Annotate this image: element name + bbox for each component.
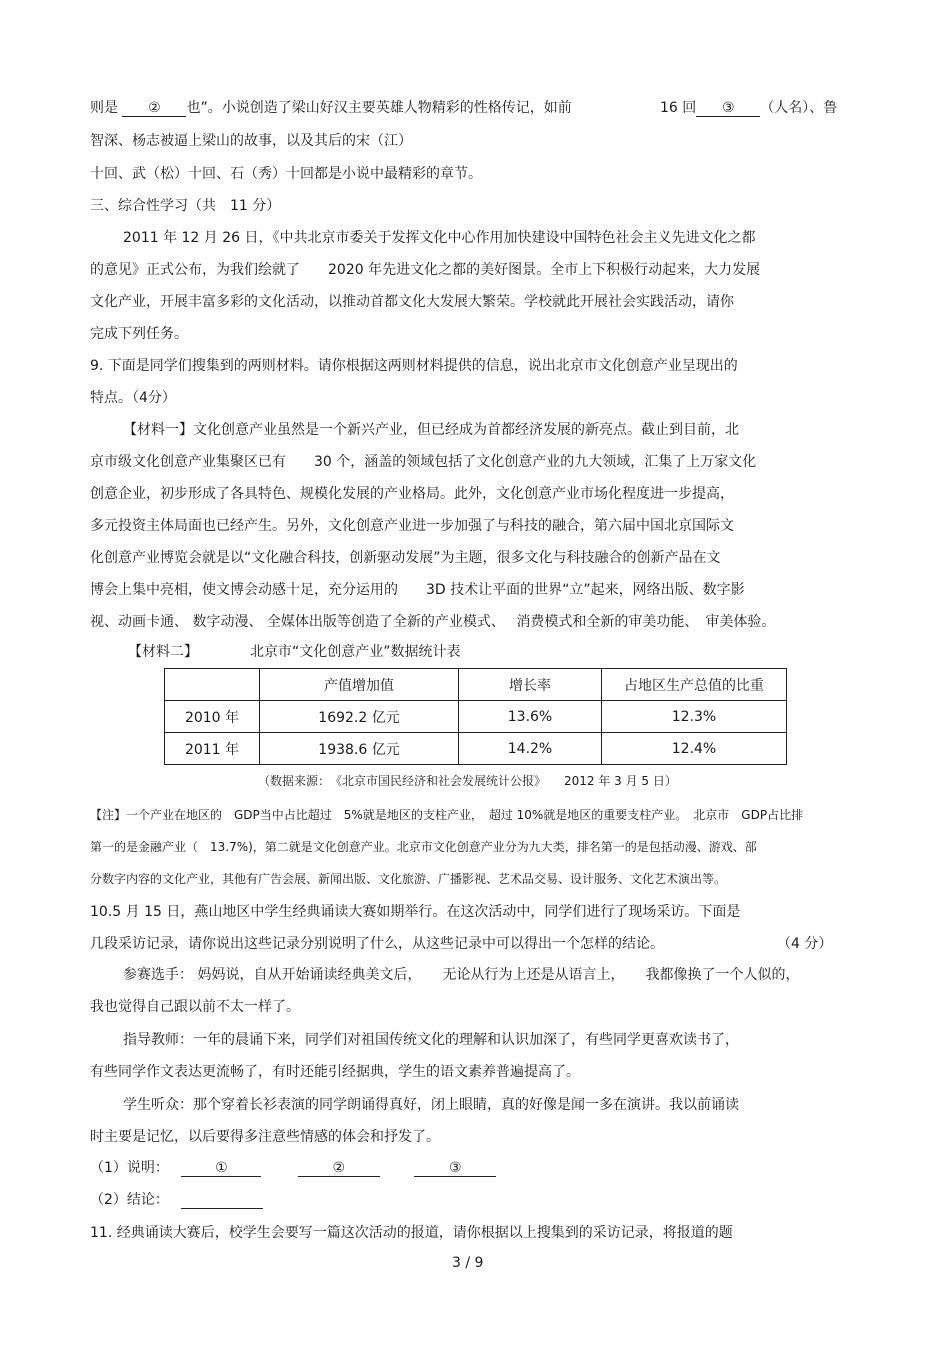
text-line-1: [90, 99, 572, 117]
intro-paragraph-line: 完成下列任务。: [90, 326, 188, 342]
intro-paragraph-line: 的意见》正式公布，为我们绘就了 2020 年先进文化之都的美好图景。全市上下积极行动起来，大力发展: [90, 262, 761, 278]
answer-blank-2: ②: [298, 1160, 380, 1177]
statistics-table: [164, 668, 787, 765]
material-1-line: 多元投资主体局面也已经产生。另外，文化创意产业进一步加强了与科技的融合，第六届中国北京国际文: [90, 518, 734, 534]
text-line-1-right: [660, 99, 837, 117]
table-header-cell: 增长率: [459, 669, 602, 701]
table-header-row: [165, 669, 787, 701]
interview-record: 参赛选手： 妈妈说，自从开始诵读经典美文后， 无论从行为上还是从语言上， 我都像换了一个人似的，: [123, 967, 800, 983]
text-fragment: （人名）、鲁: [760, 100, 838, 116]
table-row: [165, 733, 787, 765]
material-1-line: 化创意产业博览会就是以“文化融合科技，创新驱动发展”为主题，很多文化与科技融合的创新产品在文: [90, 550, 721, 566]
note-line: 分数字内容的文化产业，其他有广告会展、新闻出版、文化旅游、广播影视、艺术品交易、设计服务、文化艺术演出等。: [90, 872, 727, 886]
table-row: [165, 701, 787, 733]
text-line-2: 智深、杨志被逼上梁山的故事，以及其后的宋（江）: [90, 133, 412, 149]
material-2-label: 【材料二】: [128, 644, 198, 660]
answer-blank-3: ③: [414, 1160, 496, 1177]
data-source: （数据来源： 《北京市国民经济和社会发展统计公报》 2012 年 3 月 5 日）: [258, 774, 677, 788]
interview-record: 时主要是记忆，以后要得多注意些情感的体会和抒发了。: [90, 1129, 440, 1145]
question-11: 11. 经典诵读大赛后，校学生会要写一篇这次活动的报道，请你根据以上搜集到的采访记录，将报道的题: [90, 1225, 733, 1241]
table-cell: 1938.6 亿元: [260, 733, 459, 765]
interview-record: 指导教师：一年的晨诵下来，同学们对祖国传统文化的理解和认识加深了，有些同学更喜欢读书了，: [123, 1032, 739, 1048]
table-cell: 13.6%: [459, 701, 602, 733]
table-header-cell: 产值增加值: [260, 669, 459, 701]
table-cell: 2010 年: [165, 701, 260, 733]
material-1-line: 创意企业，初步形成了各具特色、规模化发展的产业格局。此外，文化创意产业市场化程度进一步提高，: [90, 486, 734, 502]
text-fragment: 16 回: [660, 100, 697, 116]
table-cell: 12.3%: [602, 701, 787, 733]
table-cell: 14.2%: [459, 733, 602, 765]
question-10-cont: 几段采访记录，请你说出这些记录分别说明了什么，从这些记录中可以得出一个怎样的结论。: [90, 936, 664, 952]
answer-label: （2）结论：: [90, 1192, 169, 1208]
question-9-cont: 特点。（4分）: [90, 390, 176, 406]
intro-paragraph-line: 文化产业，开展丰富多彩的文化活动，以推动首都文化大发展大繁荣。学校就此开展社会实践活动，请你: [90, 294, 734, 310]
table-header-cell: [165, 669, 260, 701]
question-9: 9. 下面是同学们搜集到的两则材料。请你根据这两则材料提供的信息，说出北京市文化创意产业呈现出的: [90, 358, 738, 374]
answer-2-line: [90, 1191, 263, 1209]
question-10-score: （4 分）: [777, 936, 833, 952]
material-1-line: 博会上集中亮相，使文博会动感十足，充分运用的 3D 技术让平面的世界“立”起来，网络出版、数字影: [90, 582, 745, 598]
table-cell: 2011 年: [165, 733, 260, 765]
blank-3: ③: [696, 100, 760, 117]
note-line: 【注】一个产业在地区的 GDP当中占比超过 5%就是地区的支柱产业， 超过 10%就是地区的重要支柱产业。 北京市 GDP占比排: [90, 808, 804, 822]
intro-paragraph-line: 2011 年 12 月 26 日，《中共北京市委关于发挥文化中心作用加快建设中国特色社会主义先进文化之都: [123, 230, 756, 246]
answer-1-line: [90, 1159, 496, 1177]
interview-record: 我也觉得自己跟以前不太一样了。: [90, 999, 300, 1015]
material-1-line: 【材料一】文化创意产业虽然是一个新兴产业，但已经成为首都经济发展的新亮点。截止到目前，北: [123, 422, 739, 438]
note-line: 第一的是金融产业（ 13.7%)，第二就是文化创意产业。北京市文化创意产业分为九大类，排名第一的是包括动漫、游戏、部: [90, 840, 757, 854]
page-number: 3 / 9: [452, 1255, 484, 1271]
section-heading: 三、综合性学习（共 11 分）: [90, 198, 281, 214]
table-cell: 1692.2 亿元: [260, 701, 459, 733]
table-title: 北京市“文化创意产业”数据统计表: [250, 644, 461, 660]
table-cell: 12.4%: [602, 733, 787, 765]
answer-blank-1: ①: [181, 1160, 261, 1177]
blank-2: ②: [122, 100, 186, 117]
material-1-line: 视、动画卡通、 数字动漫、 全媒体出版等创造了全新的产业模式、 消费模式和全新的审美功能、 审美体验。: [90, 614, 776, 630]
question-10: 10.5 月 15 日，燕山地区中学生经典诵读大赛如期举行。在这次活动中，同学们进行了现场采访。下面是: [90, 904, 741, 920]
text-line-3: 十回、武（松）十回、石（秀）十回都是小说中最精彩的章节。: [90, 166, 482, 182]
answer-blank-conclusion: [181, 1192, 263, 1209]
interview-record: 有些同学作文表达更流畅了，有时还能引经据典，学生的语文素养普遍提高了。: [90, 1064, 580, 1080]
text-fragment: 则是: [90, 100, 118, 116]
table-header-cell: 占地区生产总值的比重: [602, 669, 787, 701]
answer-label: （1）说明：: [90, 1160, 169, 1176]
text-fragment: 也”。小说创造了梁山好汉主要英雄人物精彩的性格传记，如前: [186, 100, 572, 116]
material-1-line: 京市级文化创意产业集聚区已有 30 个，涵盖的领域包括了文化创意产业的九大领域，汇集了上万家文化: [90, 454, 757, 470]
interview-record: 学生听众：那个穿着长衫表演的同学朗诵得真好，闭上眼睛，真的好像是闻一多在演讲。我以前诵读: [123, 1097, 739, 1113]
